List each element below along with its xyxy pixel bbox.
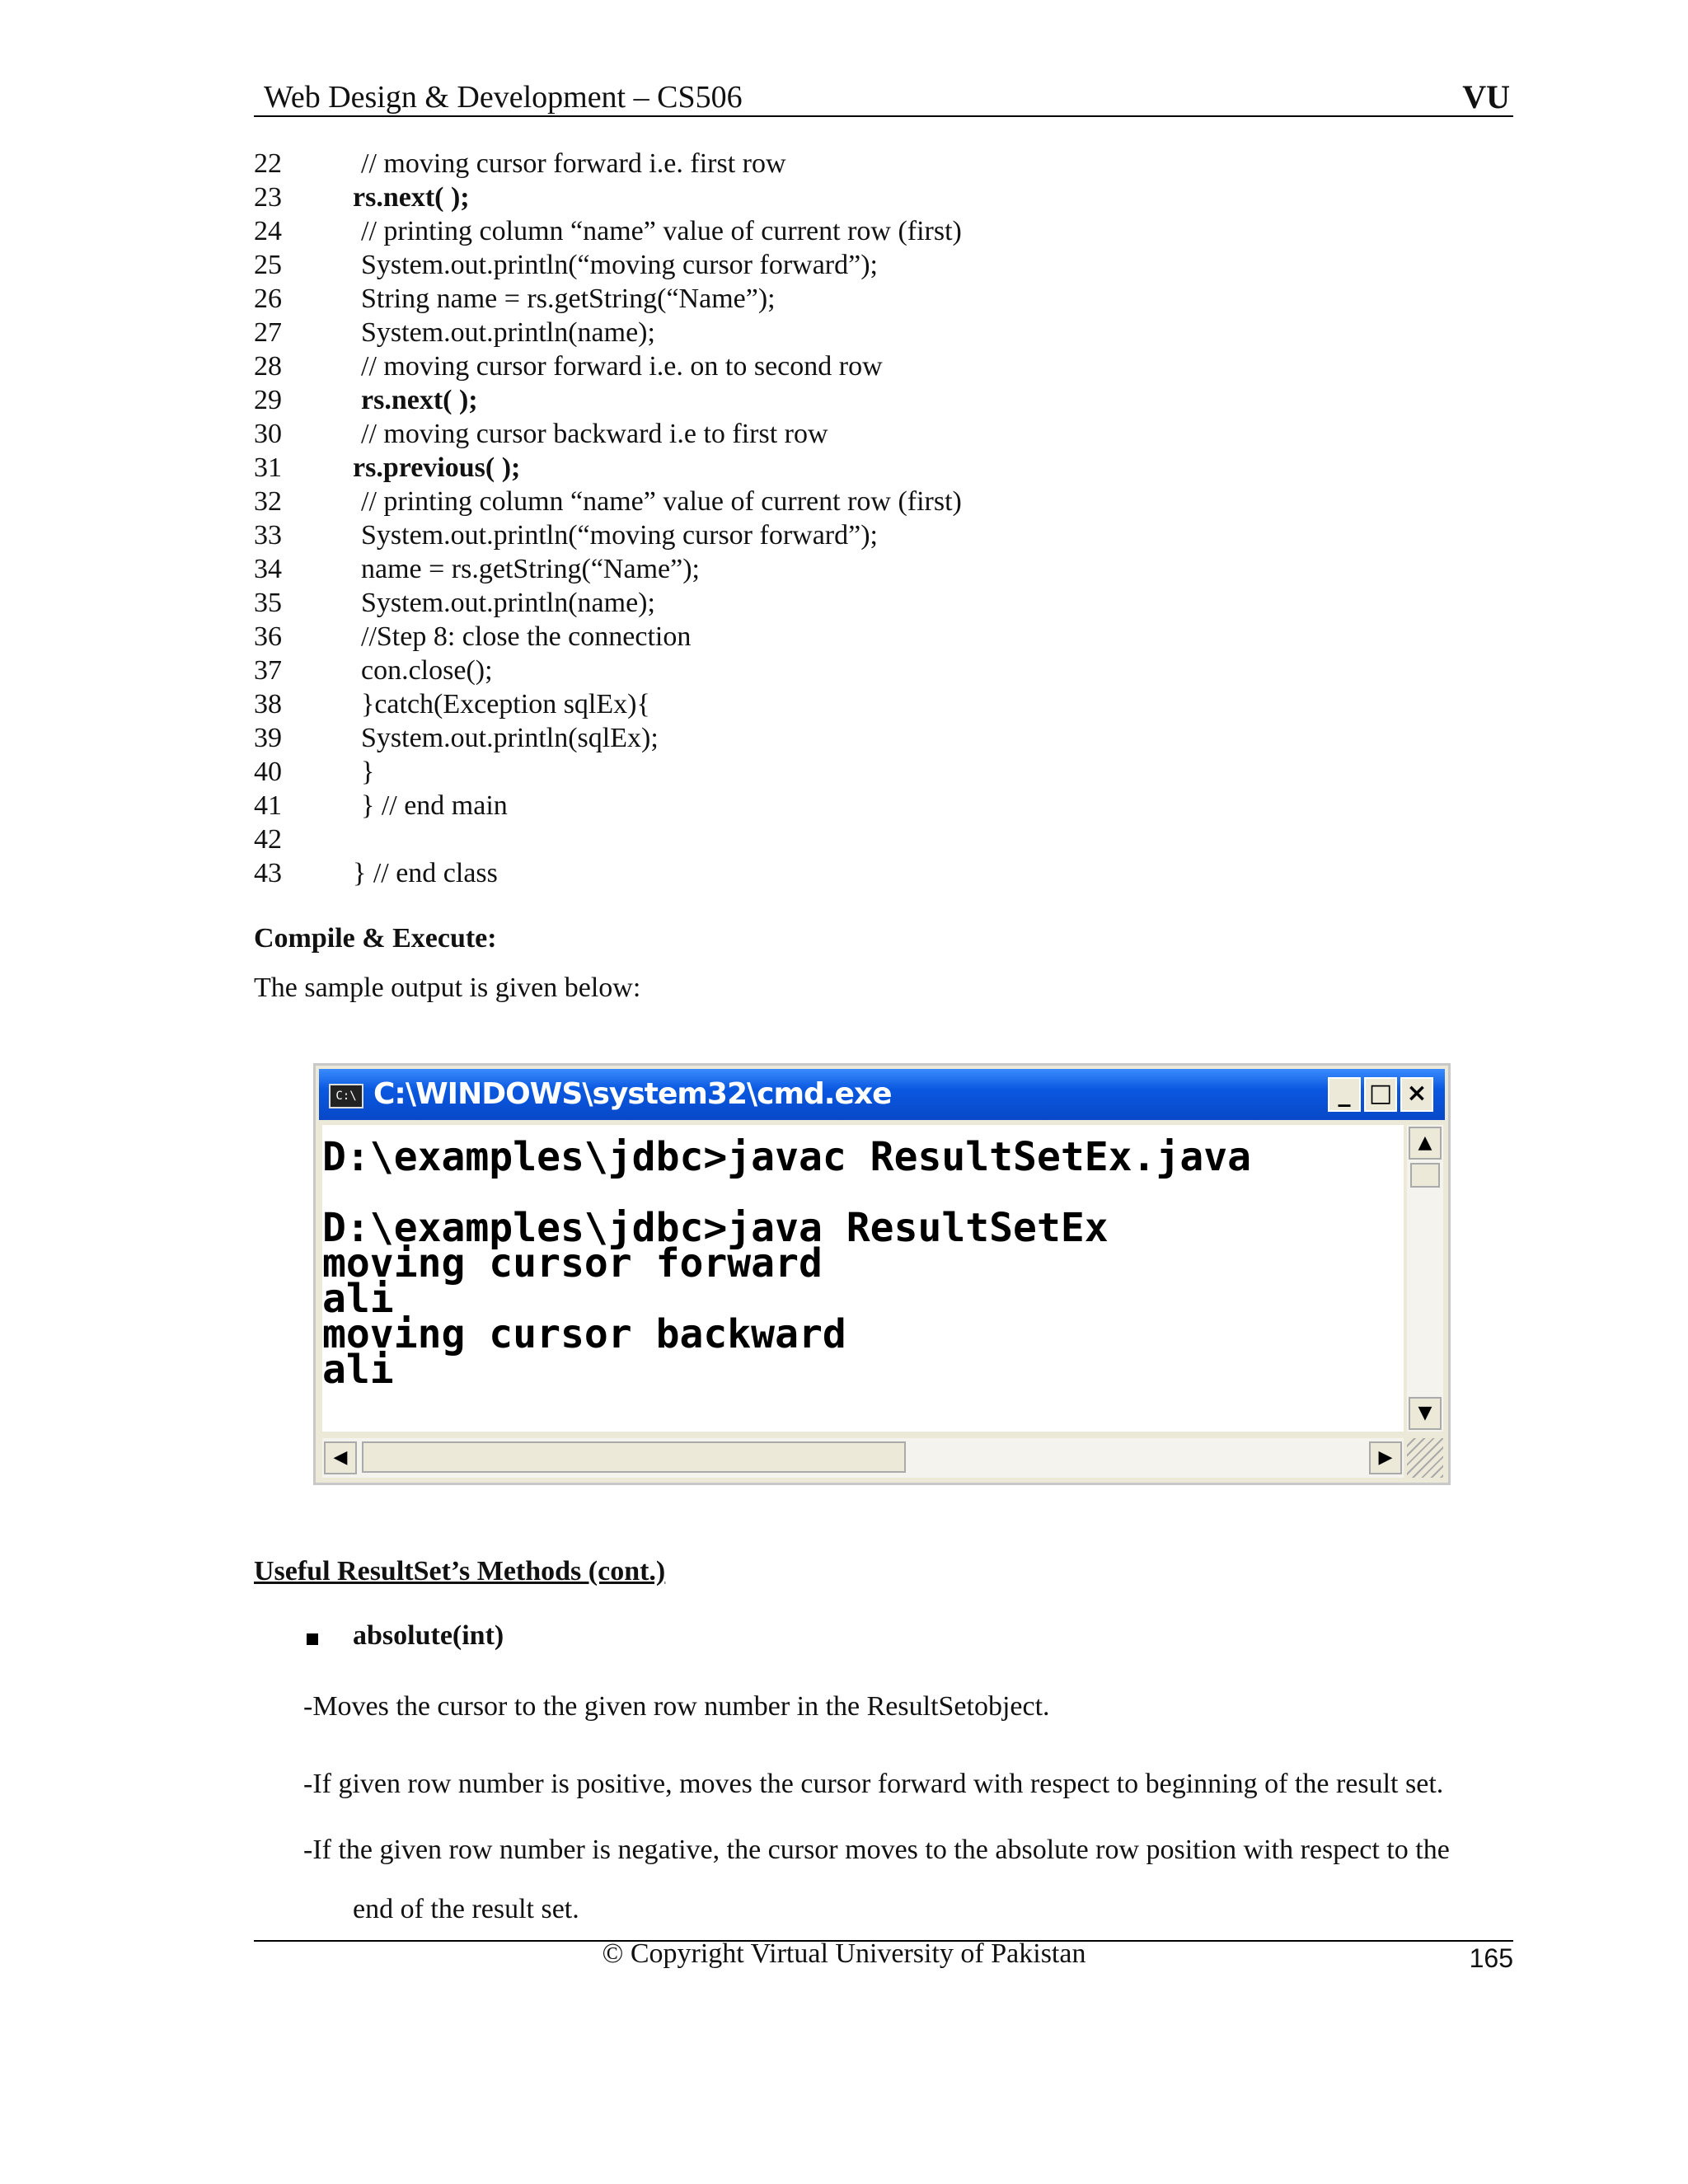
minimize-button[interactable]: _ (1328, 1077, 1361, 1112)
code-line (254, 316, 1490, 349)
code-line (254, 349, 1490, 383)
line-number: 31 (254, 452, 282, 483)
method-absolute: absolute(int) (353, 1620, 504, 1651)
compile-execute-heading: Compile & Execute: (254, 923, 497, 954)
code-text: System.out.println(name); (361, 588, 655, 618)
console-output: D:\examples\jdbc>javac ResultSetEx.java D:\examples\jdbc>java ResultSetEx moving cursor forward ali moving cursor backward ali (322, 1134, 1252, 1393)
code-line (254, 248, 1490, 282)
cmd-app-icon: C:\ (329, 1084, 363, 1108)
scroll-down-icon[interactable]: ▼ (1409, 1397, 1442, 1430)
line-number: 30 (254, 419, 282, 449)
cmd-window-title: C:\WINDOWS\system32\cmd.exe (373, 1077, 892, 1111)
line-number: 41 (254, 790, 282, 821)
useful-methods-heading: Useful ResultSet’s Methods (cont.) (254, 1556, 666, 1586)
code-line (254, 687, 1490, 721)
line-number: 43 (254, 858, 282, 888)
code-text: // printing column “name” value of current row (first) (361, 486, 962, 517)
bullet-icon (307, 1633, 318, 1645)
cmd-titlebar[interactable] (319, 1069, 1445, 1120)
horizontal-scrollbar[interactable] (322, 1438, 1404, 1478)
absolute-desc-3: -If the given row number is negative, the cursor moves to the absolute row position with respect to the (303, 1835, 1450, 1865)
code-line (254, 654, 1490, 687)
code-line (254, 789, 1490, 823)
maximize-button[interactable]: □ (1364, 1077, 1397, 1112)
code-text: // moving cursor backward i.e to first row (361, 419, 828, 449)
resize-grip-icon[interactable] (1407, 1438, 1443, 1478)
code-text: } (361, 757, 375, 787)
code-text: // printing column “name” value of current row (first) (361, 216, 962, 246)
code-line (254, 552, 1490, 586)
cmd-console[interactable] (322, 1125, 1404, 1432)
line-number: 35 (254, 588, 282, 618)
code-text: } // end main (361, 790, 508, 821)
line-number: 38 (254, 689, 282, 719)
line-number: 28 (254, 351, 282, 382)
horizontal-scroll-thumb[interactable] (362, 1441, 906, 1473)
code-text: rs.next( ); (361, 385, 478, 415)
sample-output-intro: The sample output is given below: (254, 972, 641, 1003)
line-number: 24 (254, 216, 282, 246)
vertical-scrollbar[interactable] (1407, 1125, 1443, 1432)
scroll-up-icon[interactable]: ▲ (1409, 1127, 1442, 1160)
code-text: name = rs.getString(“Name”); (361, 554, 700, 584)
absolute-desc-2: -If given row number is positive, moves the cursor forward with respect to beginning of the result set. (303, 1769, 1444, 1799)
code-line (254, 518, 1490, 552)
scroll-left-icon[interactable]: ◀ (324, 1441, 357, 1474)
absolute-desc-3-cont: end of the result set. (353, 1894, 579, 1924)
code-text: } // end class (353, 858, 498, 888)
scroll-right-icon[interactable]: ▶ (1369, 1441, 1402, 1474)
code-text: //Step 8: close the connection (361, 621, 692, 652)
code-line (254, 721, 1490, 755)
cmd-window (313, 1063, 1451, 1485)
line-number: 32 (254, 486, 282, 517)
copyright-notice: © Copyright Virtual University of Pakistan (602, 1938, 1086, 1969)
university-abbrev: VU (1462, 78, 1510, 115)
code-line (254, 620, 1490, 654)
line-number: 37 (254, 655, 282, 686)
course-title: Web Design & Development – CS506 (264, 80, 743, 115)
line-number: 26 (254, 284, 282, 314)
code-line (254, 180, 1490, 214)
code-text: // moving cursor forward i.e. on to second row (361, 351, 883, 382)
line-number: 23 (254, 182, 282, 213)
line-number: 29 (254, 385, 282, 415)
code-line (254, 214, 1490, 248)
page-number: 165 (1469, 1943, 1513, 1973)
code-text: System.out.println(name); (361, 317, 655, 348)
code-listing (254, 147, 1490, 890)
code-line (254, 383, 1490, 417)
vertical-scroll-thumb[interactable] (1410, 1163, 1440, 1188)
line-number: 34 (254, 554, 282, 584)
code-line (254, 147, 1490, 180)
line-number: 36 (254, 621, 282, 652)
code-text: System.out.println(“moving cursor forward”); (361, 520, 878, 551)
line-number: 40 (254, 757, 282, 787)
code-line (254, 451, 1490, 485)
code-text: }catch(Exception sqlEx){ (361, 689, 650, 719)
code-line (254, 485, 1490, 518)
code-text: con.close(); (361, 655, 493, 686)
code-line (254, 755, 1490, 789)
line-number: 42 (254, 824, 282, 855)
close-button[interactable]: × (1400, 1077, 1433, 1112)
code-text: String name = rs.getString(“Name”); (361, 284, 776, 314)
line-number: 39 (254, 723, 282, 753)
code-line (254, 823, 1490, 856)
line-number: 22 (254, 148, 282, 179)
code-line (254, 282, 1490, 316)
line-number: 25 (254, 250, 282, 280)
line-number: 33 (254, 520, 282, 551)
code-line (254, 586, 1490, 620)
code-text: rs.next( ); (353, 182, 470, 213)
code-text: System.out.println(“moving cursor forward”); (361, 250, 878, 280)
code-text: // moving cursor forward i.e. first row (361, 148, 786, 179)
code-text: rs.previous( ); (353, 452, 521, 483)
code-line (254, 856, 1490, 890)
line-number: 27 (254, 317, 282, 348)
code-text: System.out.println(sqlEx); (361, 723, 659, 753)
absolute-desc-1: -Moves the cursor to the given row number in the ResultSetobject. (303, 1691, 1050, 1722)
code-line (254, 417, 1490, 451)
page-header (254, 76, 1513, 117)
